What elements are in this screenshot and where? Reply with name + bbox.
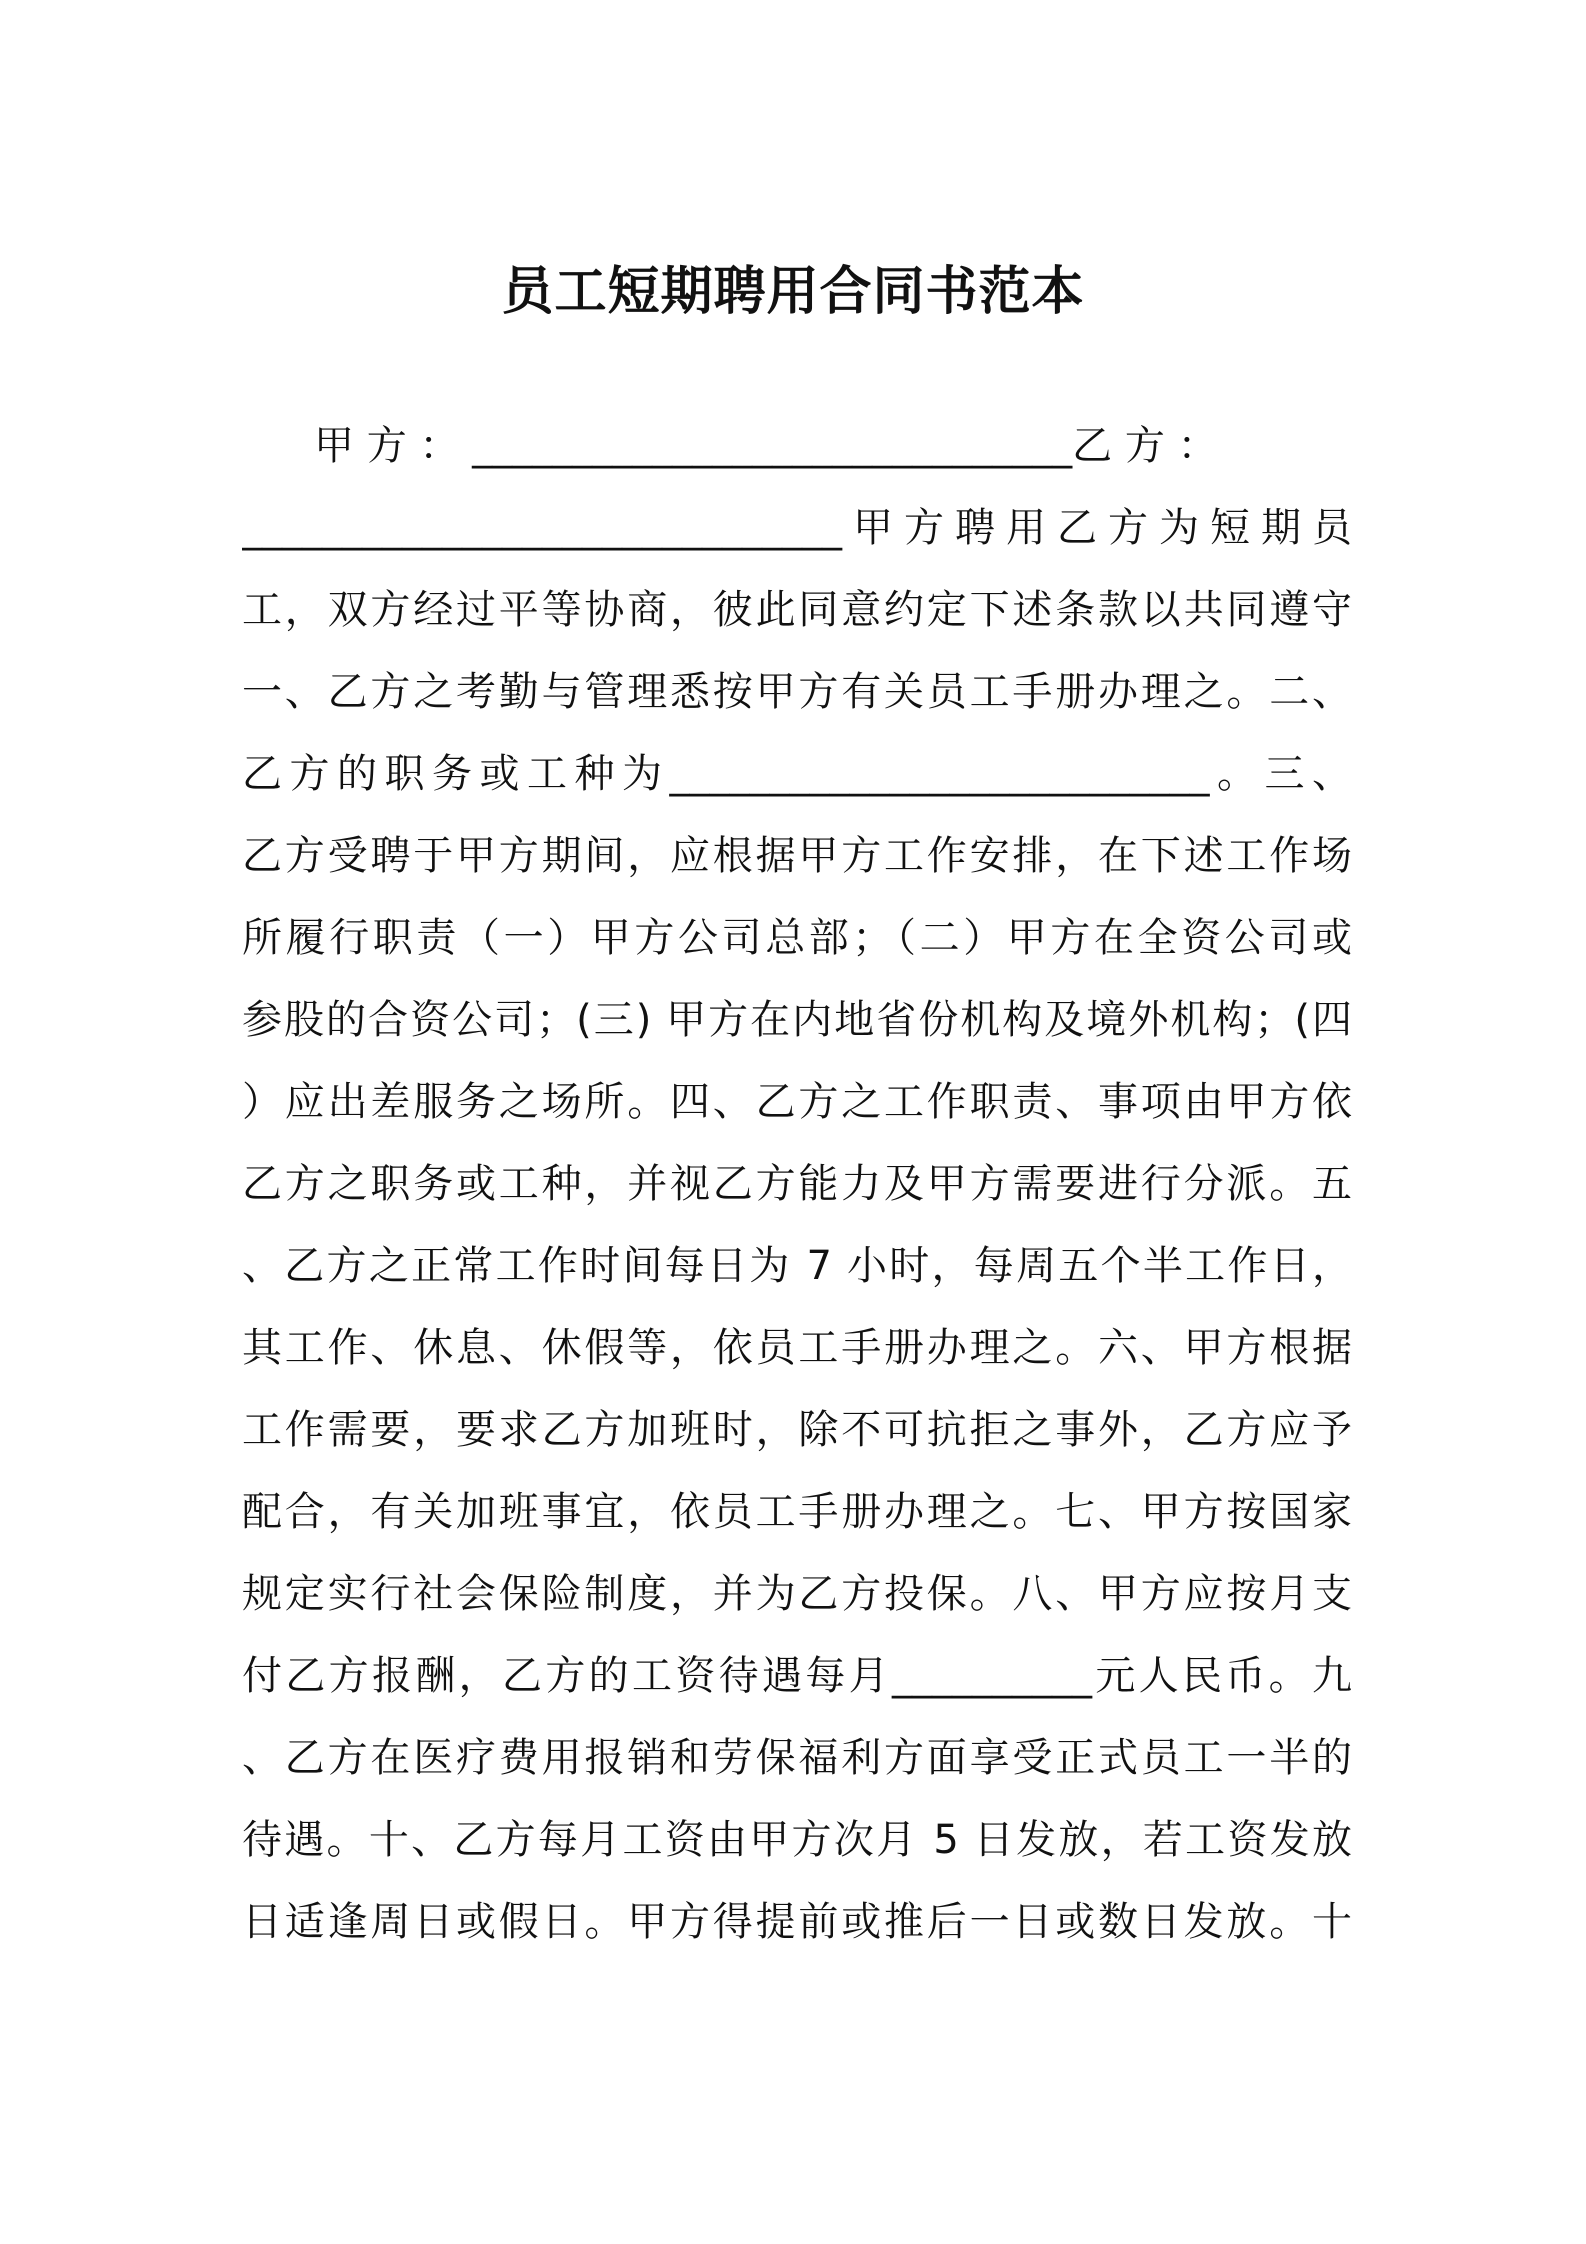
body-line: 工作需要，要求乙方加班时，除不可抗拒之事外，乙方应予 — [242, 1407, 1352, 1453]
body-line: 付乙方报酬，乙方的工资待遇每月__________元人民币。九 — [242, 1653, 1352, 1699]
body-line: 其工作、休息、休假等，依员工手册办理之。六、甲方根据 — [242, 1325, 1352, 1371]
body-line: 参股的合资公司；(三) 甲方在内地省份机构及境外机构；(四 — [242, 997, 1352, 1043]
body-line: 乙方之职务或工种，并视乙方能力及甲方需要进行分派。五 — [242, 1161, 1352, 1207]
body-line: 规定实行社会保险制度，并为乙方投保。八、甲方应按月支 — [242, 1571, 1352, 1617]
body-line: 甲 方 ： ______________________________乙 方 ： — [314, 423, 1218, 469]
document-title: 员工短期聘用合同书范本 — [501, 262, 1085, 322]
body-line: 所履行职责（一）甲方公司总部；（二）甲方在全资公司或 — [242, 915, 1352, 961]
body-line: 配合，有关加班事宜，依员工手册办理之。七、甲方按国家 — [242, 1489, 1352, 1535]
document-body — [242, 405, 1352, 1963]
body-line: 日适逢周日或假日。甲方得提前或推后一日或数日发放。十 — [242, 1899, 1352, 1945]
body-line: 乙方的职务或工种为___________________________。三、 — [242, 751, 1352, 797]
body-line: 、乙方之正常工作时间每日为 7 小时，每周五个半工作日， — [242, 1243, 1352, 1289]
body-line: ______________________________甲方聘用乙方为短期员 — [242, 505, 1352, 551]
body-line: 工，双方经过平等协商，彼此同意约定下述条款以共同遵守 — [242, 587, 1352, 633]
body-line: 乙方受聘于甲方期间，应根据甲方工作安排，在下述工作场 — [242, 833, 1352, 879]
body-line: 待遇。十、乙方每月工资由甲方次月 5 日发放，若工资发放 — [242, 1817, 1352, 1863]
body-line: 一、乙方之考勤与管理悉按甲方有关员工手册办理之。二、 — [242, 669, 1352, 715]
body-line: ）应出差服务之场所。四、乙方之工作职责、事项由甲方依 — [242, 1079, 1352, 1125]
body-line: 、乙方在医疗费用报销和劳保福利方面享受正式员工一半的 — [242, 1735, 1352, 1781]
